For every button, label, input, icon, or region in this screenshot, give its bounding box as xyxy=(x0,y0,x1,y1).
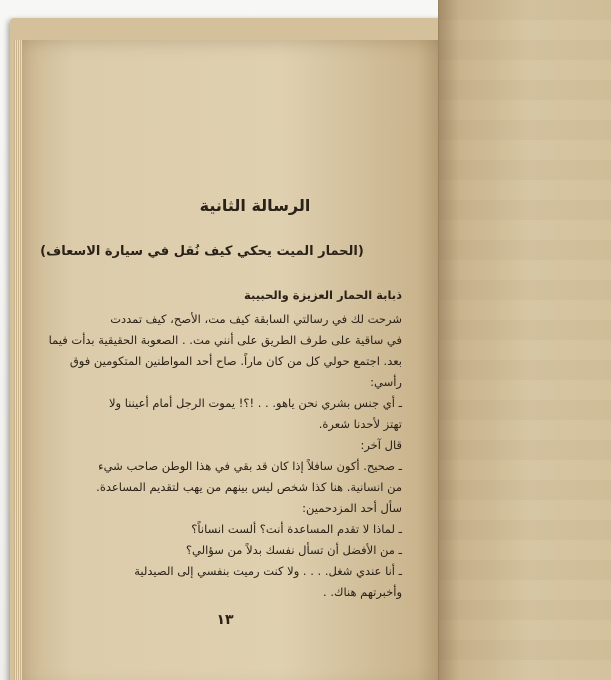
section-heading: ذبابة الحمار العزيزة والحبيبة xyxy=(244,288,402,302)
body-line: ـ صحيح. أكون سافلاً إذا كان قد بقي في هذا الوطن صاحب شيء xyxy=(98,459,402,473)
body-line: ـ لماذا لا تقدم المساعدة أنت؟ ألست انساناً؟ xyxy=(191,522,402,536)
page-number: ١٣ xyxy=(216,612,234,628)
body-line: بعد. اجتمع حولي كل من كان ماراً. صاح أحد المواطنين المتكومين فوق xyxy=(69,354,402,368)
right-page xyxy=(438,0,611,680)
body-line: ـ أي جنس بشري نحن ياهو. . . !؟! يموت الرجل أمام أعيننا ولا xyxy=(108,396,402,410)
body-line: سأل أحد المزدحمين: xyxy=(302,501,402,515)
open-book xyxy=(10,18,611,680)
body-line: من انسانية. هنا كذا شخص ليس بينهم من يهب لتقديم المساعدة. xyxy=(96,480,402,494)
body-line: شرحت لك في رسالتي السابقة كيف مت، الأصح، كيف تمددت xyxy=(110,312,402,326)
body-line: رأسي: xyxy=(370,375,402,389)
body-line: ـ أنا عندي شغل. . . . ولا كنت رميت بنفسي إلى الصيدلية xyxy=(134,564,402,578)
page-title: الرسالة الثانية xyxy=(199,196,311,215)
body-line: ـ من الأفضل أن تسأل نفسك بدلاً من سؤالي؟ xyxy=(185,543,402,557)
body-line: تهتز لأحدنا شعرة. xyxy=(318,417,402,431)
body-line: قال آخر: xyxy=(360,438,402,452)
page-subtitle: (الحمار الميت يحكي كيف نُقل في سيارة الاسعاف) xyxy=(40,244,364,259)
body-line: في ساقية على طرف الطريق على أنني مت. . الصعوبة الحقيقية بدأت فيما xyxy=(48,333,402,347)
body-line: وأخبرتهم هناك. . xyxy=(323,585,402,599)
